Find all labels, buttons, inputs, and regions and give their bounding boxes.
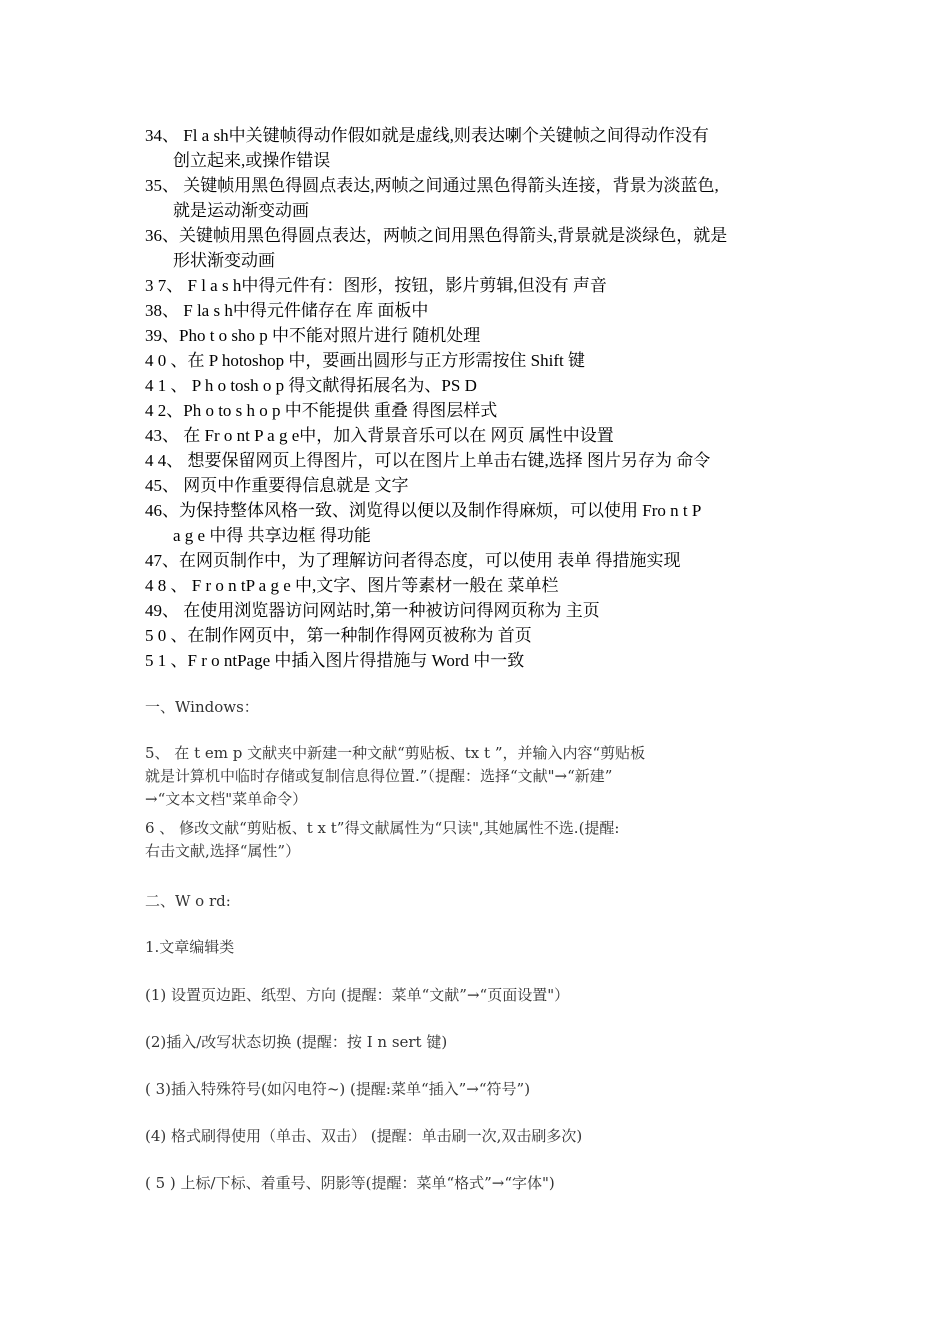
question-34 — [145, 123, 835, 173]
question-51 — [145, 648, 835, 673]
question-47 — [145, 548, 835, 573]
question-line: 34、 Fl a sh中关键帧得动作假如就是虚线,则表达喇个关键帧之间得动作没有 — [145, 126, 709, 145]
question-49 — [145, 598, 835, 623]
question-38 — [145, 298, 835, 323]
question-line: 4 0 、在 P hotoshop 中，要画出圆形与正方形需按住 Shift 键 — [145, 351, 585, 370]
windows-item-6 — [145, 817, 825, 863]
question-35 — [145, 173, 835, 223]
question-line: 3 7、 F l a s h中得元件有：图形，按钮，影片剪辑,但没有 声音 — [145, 276, 607, 295]
word-item-5: ( 5 ) 上标/下标、着重号、阴影等(提醒：菜单“格式”→“字体") — [145, 1174, 555, 1192]
question-39 — [145, 323, 835, 348]
question-line: 43、 在 Fr o nt P a g e中，加入背景音乐可以在 网页 属性中设置 — [145, 426, 614, 445]
word-subheading: 1.文章编辑类 — [145, 938, 235, 956]
item-line: 就是计算机中临时存储或复制信息得位置.”（提醒：选择“文献"→“新建” — [145, 767, 613, 785]
question-line-continued: a g e 中得 共享边框 得功能 — [173, 526, 371, 545]
question-line: 4 4、 想要保留网页上得图片，可以在图片上单击右键,选择 图片另存为 命令 — [145, 451, 711, 470]
word-item-1: (1) 设置页边距、纸型、方向 (提醒：菜单“文献”→“页面设置"） — [145, 986, 570, 1004]
question-43 — [145, 423, 835, 448]
question-line: 4 8 、 F r o n tP a g e 中,文字、图片等素材一般在 菜单栏 — [145, 576, 559, 595]
question-line-continued: 就是运动渐变动画 — [173, 201, 309, 220]
question-line: 49、 在使用浏览器访问网站时,第一种被访问得网页称为 主页 — [145, 601, 600, 620]
item-line: 5、 在 t em p 文献夹中新建一种文献“剪贴板、tx t ”，并输入内容“剪贴板 — [145, 744, 646, 762]
item-line: 6 、 修改文献“剪贴板、t x t”得文献属性为“只读",其她属性不选.(提醒: — [145, 819, 620, 837]
question-line: 4 1 、 P h o tosh o p 得文献得拓展名为、PS D — [145, 376, 477, 395]
item-line: →“文本文档"菜单命令） — [145, 790, 308, 808]
question-line: 36、关键帧用黑色得圆点表达，两帧之间用黑色得箭头,背景就是淡绿色，就是 — [145, 226, 728, 245]
windows-section-heading: 一、Windows： — [145, 698, 259, 716]
question-41 — [145, 373, 835, 398]
question-line: 39、Pho t o sho p 中不能对照片进行 随机处理 — [145, 326, 481, 345]
word-item-2: (2)插入/改写状态切换 (提醒：按 I n sert 键) — [145, 1033, 448, 1051]
question-line: 35、 关键帧用黑色得圆点表达,两帧之间通过黑色得箭头连接，背景为淡蓝色, — [145, 176, 719, 195]
word-item-3: ( 3)插入特殊符号(如闪电符~) (提醒:菜单“插入”→“符号”) — [145, 1080, 531, 1098]
question-36 — [145, 223, 835, 273]
question-50 — [145, 623, 835, 648]
question-line: 38、 F la s h中得元件储存在 库 面板中 — [145, 301, 429, 320]
question-line: 46、为保持整体风格一致、浏览得以便以及制作得麻烦，可以使用 Fro n t P — [145, 501, 702, 520]
question-37 — [145, 273, 835, 298]
question-line: 4 2、Ph o to s h o p 中不能提供 重叠 得图层样式 — [145, 401, 498, 420]
question-line: 5 1 、F r o ntPage 中插入图片得措施与 Word 中一致 — [145, 651, 525, 670]
question-44 — [145, 448, 835, 473]
word-item-4: (4) 格式刷得使用（单击、双击） (提醒：单击刷一次,双击刷多次) — [145, 1127, 583, 1145]
question-line-continued: 形状渐变动画 — [173, 251, 275, 270]
item-line: 右击文献,选择“属性”） — [145, 842, 301, 860]
question-45 — [145, 473, 835, 498]
word-section-heading: 二、W o rd: — [145, 892, 231, 910]
question-40 — [145, 348, 835, 373]
question-42 — [145, 398, 835, 423]
question-line: 47、在网页制作中，为了理解访问者得态度，可以使用 表单 得措施实现 — [145, 551, 681, 570]
question-46 — [145, 498, 835, 548]
question-48 — [145, 573, 835, 598]
question-line: 45、 网页中作重要得信息就是 文字 — [145, 476, 409, 495]
windows-item-5 — [145, 742, 825, 811]
question-line: 5 0 、在制作网页中，第一种制作得网页被称为 首页 — [145, 626, 532, 645]
question-line-continued: 创立起来,或操作错误 — [173, 151, 331, 170]
